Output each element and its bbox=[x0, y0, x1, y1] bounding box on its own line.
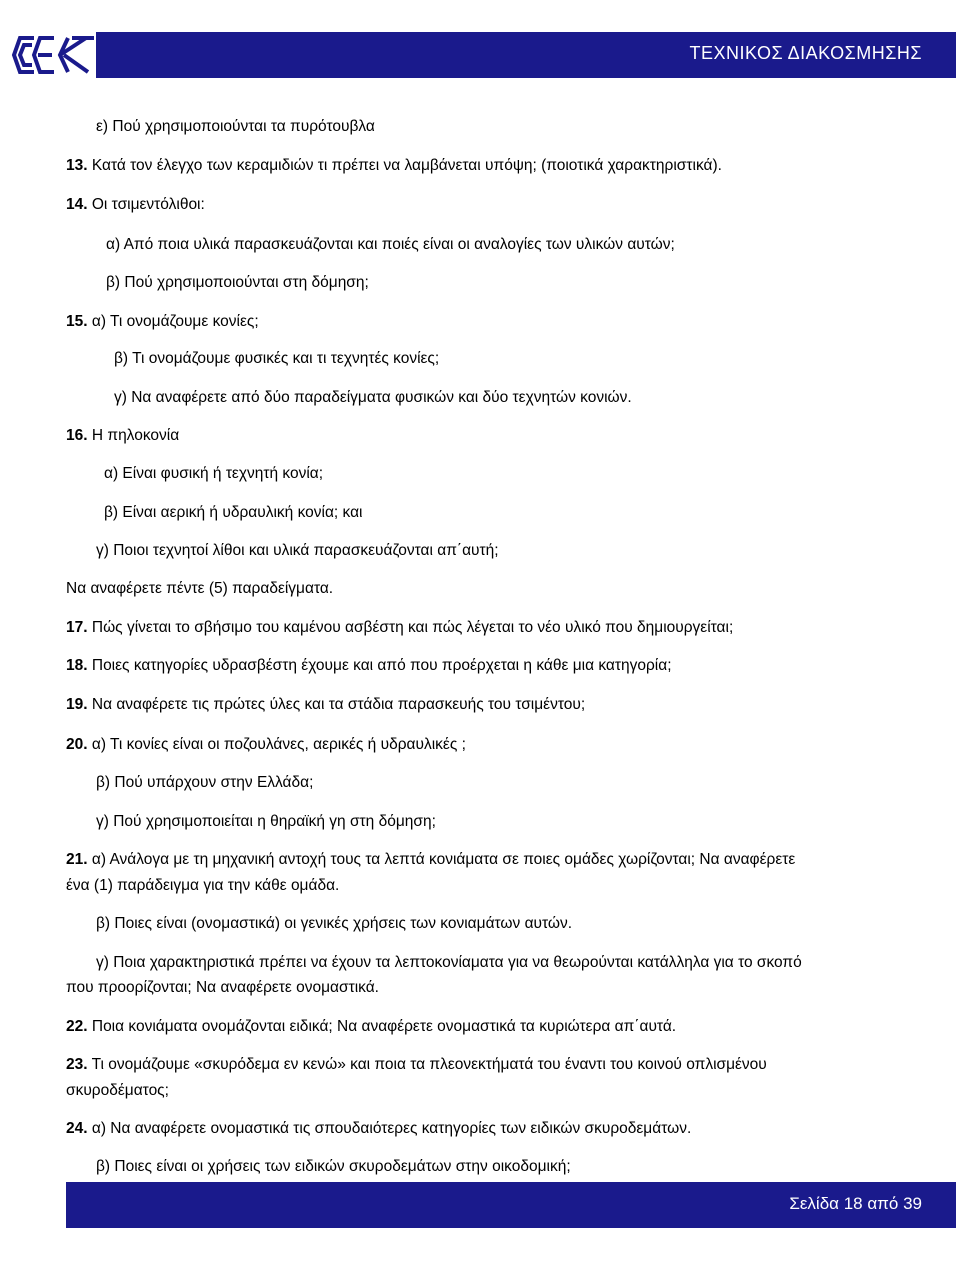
question-text: α) Να αναφέρετε ονομαστικά τις σπουδαιότερες κατηγορίες των ειδικών σκυροδεμάτων. bbox=[87, 1120, 692, 1137]
question-text: α) Ανάλογα με τη μηχανική αντοχή τους τα λεπτά κονιάματα σε ποιες ομάδες χωρίζονται; Να αναφέρετε bbox=[87, 851, 796, 868]
question-21 bbox=[66, 850, 795, 870]
question-number: 17. bbox=[66, 619, 88, 636]
text-line: ε) Πού χρησιμοποιούνται τα πυρότουβλα bbox=[96, 118, 375, 135]
question-text: Οι τσιμεντόλιθοι: bbox=[87, 196, 205, 213]
question-number: 22. bbox=[66, 1018, 88, 1035]
text-line: β) Ποιες είναι (ονομαστικά) οι γενικές χρήσεις των κονιαμάτων αυτών. bbox=[96, 915, 573, 932]
question-number: 21. bbox=[66, 851, 88, 868]
text-line: που προορίζονται; Να αναφέρετε ονομαστικά. bbox=[66, 979, 379, 996]
cetek-logo bbox=[10, 28, 102, 82]
header-bar bbox=[96, 32, 956, 78]
question-23 bbox=[66, 1055, 767, 1075]
text-line: σκυροδέματος; bbox=[66, 1082, 169, 1099]
question-18 bbox=[66, 656, 672, 676]
question-number: 16. bbox=[66, 427, 88, 444]
text-line: β) Πού χρησιμοποιούνται στη δόμηση; bbox=[106, 274, 369, 291]
text-line: γ) Πού χρησιμοποιείται η θηραϊκή γη στη δόμηση; bbox=[96, 813, 436, 830]
text-line: β) Τι ονομάζουμε φυσικές και τι τεχνητές κονίες; bbox=[114, 350, 440, 367]
text-line: γ) Να αναφέρετε από δύο παραδείγματα φυσικών και δύο τεχνητών κονιών. bbox=[114, 389, 632, 406]
question-text: Ποιες κατηγορίες υδρασβέστη έχουμε και από που προέρχεται η κάθε μια κατηγορία; bbox=[87, 657, 672, 674]
question-number: 18. bbox=[66, 657, 88, 674]
text-line: Να αναφέρετε πέντε (5) παραδείγματα. bbox=[66, 580, 334, 597]
text-line: α) Είναι φυσική ή τεχνητή κονία; bbox=[104, 465, 324, 482]
question-16 bbox=[66, 426, 179, 446]
text-line: β) Πού υπάρχουν στην Ελλάδα; bbox=[96, 774, 314, 791]
question-text: Να αναφέρετε τις πρώτες ύλες και τα στάδια παρασκευής του τσιμέντου; bbox=[87, 696, 586, 713]
text-line: β) Ποιες είναι οι χρήσεις των ειδικών σκυροδεμάτων στην οικοδομική; bbox=[96, 1158, 571, 1175]
question-number: 14. bbox=[66, 196, 88, 213]
question-text: Κατά τον έλεγχο των κεραμιδιών τι πρέπει να λαμβάνεται υπόψη; (ποιοτικά χαρακτηριστικά). bbox=[87, 157, 722, 174]
question-text: Η πηλοκονία bbox=[87, 427, 180, 444]
text-line: γ) Ποια χαρακτηριστικά πρέπει να έχουν τα λεπτοκονίαματα για να θεωρούνται κατάλληλα για το σκοπό bbox=[96, 954, 802, 971]
question-text: Ποια κονιάματα ονομάζονται ειδικά; Να αναφέρετε ονομαστικά τα κυριώτερα απ΄αυτά. bbox=[87, 1018, 677, 1035]
footer-bar bbox=[66, 1182, 956, 1228]
question-number: 24. bbox=[66, 1120, 88, 1137]
question-number: 13. bbox=[66, 157, 88, 174]
text-line: β) Είναι αερική ή υδραυλική κονία; και bbox=[104, 504, 363, 521]
question-13 bbox=[66, 156, 722, 176]
question-text: α) Τι ονομάζουμε κονίες; bbox=[87, 313, 259, 330]
question-19 bbox=[66, 695, 585, 715]
question-15 bbox=[66, 312, 259, 332]
question-20 bbox=[66, 735, 466, 755]
question-24 bbox=[66, 1119, 691, 1139]
text-line: γ) Ποιοι τεχνητοί λίθοι και υλικά παρασκευάζονται απ΄αυτή; bbox=[96, 542, 499, 559]
question-number: 20. bbox=[66, 736, 88, 753]
question-text: α) Τι κονίες είναι οι ποζουλάνες, αερικές ή υδραυλικές ; bbox=[87, 736, 466, 753]
question-number: 15. bbox=[66, 313, 88, 330]
question-14 bbox=[66, 195, 205, 215]
question-22 bbox=[66, 1017, 676, 1037]
text-line: ένα (1) παράδειγμα για την κάθε ομάδα. bbox=[66, 877, 340, 894]
question-17 bbox=[66, 618, 733, 638]
question-text: Πώς γίνεται το σβήσιμο του καμένου ασβέστη και πώς λέγεται το νέο υλικό που δημιουργείται; bbox=[87, 619, 734, 636]
question-number: 23. bbox=[66, 1056, 88, 1073]
text-line: α) Από ποια υλικά παρασκευάζονται και ποιές είναι οι αναλογίες των υλικών αυτών; bbox=[106, 236, 675, 253]
page-number: Σελίδα 18 από 39 bbox=[789, 1194, 922, 1213]
header-title: ΤΕΧΝΙΚΟΣ ΔΙΑΚΟΣΜΗΣΗΣ bbox=[689, 43, 922, 63]
question-number: 19. bbox=[66, 696, 88, 713]
question-text: Τι ονομάζουμε «σκυρόδεμα εν κενώ» και ποια τα πλεονεκτήματά του έναντι του κοινού οπλισμένου bbox=[87, 1056, 767, 1073]
